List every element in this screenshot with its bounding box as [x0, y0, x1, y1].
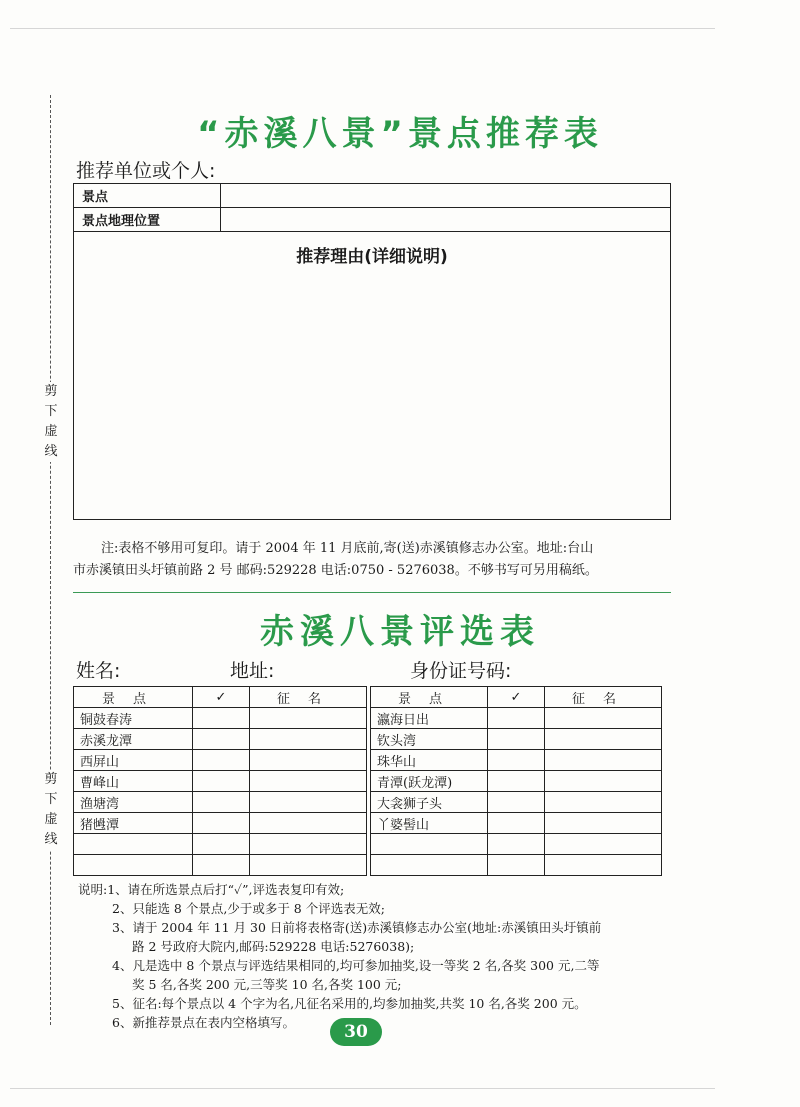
site-name: 瀛海日出 [371, 708, 488, 729]
explanation-line: 说明:1、请在所选景点后打“✓”,评选表复印有效; [78, 882, 345, 897]
table-row [74, 729, 367, 750]
sign-cell[interactable] [545, 834, 662, 855]
site-name: 铜鼓春涛 [74, 708, 193, 729]
selection-table-right [370, 686, 662, 876]
site-name: 渔塘湾 [74, 792, 193, 813]
recommend-note: 注:表格不够用可复印。请于 2004 年 11 月底前,寄(送)赤溪镇修志办公室。地址:台山 市赤溪镇田头圩镇前路 2 号 邮码:529228 电话:0750 - 5276038。不够书写可另用稿纸。 [73, 541, 598, 578]
id-number-label: 身份证号码: [410, 660, 512, 682]
check-cell[interactable] [488, 708, 545, 729]
site-name[interactable] [74, 834, 193, 855]
check-cell[interactable] [193, 708, 250, 729]
table-row [74, 792, 367, 813]
top-divider [10, 28, 715, 29]
check-cell[interactable] [193, 771, 250, 792]
table-row [371, 708, 662, 729]
check-cell[interactable] [488, 750, 545, 771]
col-sign-header: 征名 [250, 687, 367, 708]
site-name: 猪乸潭 [74, 813, 193, 834]
explanation-line: 奖 5 名,各奖 200 元,三等奖 10 名,各奖 100 元; [132, 977, 402, 992]
page-number: 30 [330, 1018, 382, 1046]
sign-cell[interactable] [545, 771, 662, 792]
cut-label-top: 剪 下 虚 线 [42, 382, 60, 462]
col-site-header: 景点 [74, 687, 193, 708]
site-name: 西屏山 [74, 750, 193, 771]
check-cell[interactable] [488, 855, 545, 876]
sign-cell[interactable] [250, 792, 367, 813]
sign-cell[interactable] [250, 855, 367, 876]
sign-cell[interactable] [545, 855, 662, 876]
site-name: 珠华山 [371, 750, 488, 771]
sign-cell[interactable] [545, 708, 662, 729]
site-name: 大衾狮子头 [371, 792, 488, 813]
explanation-line: 3、请于 2004 年 11 月 30 日前将表格寄(送)赤溪镇修志办公室(地址:赤溪镇田头圩镇前 [112, 920, 602, 935]
check-cell[interactable] [488, 792, 545, 813]
table-row [371, 792, 662, 813]
site-input[interactable] [221, 184, 671, 208]
table-row [74, 855, 367, 876]
table-row [371, 729, 662, 750]
explanation-line: 5、征名:每个景点以 4 个字为名,凡征名采用的,均参加抽奖,共奖 10 名,各奖 200 元。 [112, 996, 587, 1011]
check-cell[interactable] [488, 813, 545, 834]
section-divider [73, 592, 671, 593]
address-label: 地址: [230, 660, 275, 682]
site-name: 丫婆髻山 [371, 813, 488, 834]
table-row [74, 708, 367, 729]
table-row [74, 750, 367, 771]
check-cell[interactable] [193, 729, 250, 750]
check-cell[interactable] [193, 834, 250, 855]
explanation-line: 路 2 号政府大院内,邮码:529228 电话:5276038); [132, 939, 415, 954]
table-row [371, 750, 662, 771]
selection-title: 赤溪八景评选表 [260, 612, 540, 652]
name-label: 姓名: [76, 660, 121, 682]
table-row [74, 813, 367, 834]
recommender-label: 推荐单位或个人: [76, 160, 216, 182]
reason-box[interactable] [74, 232, 671, 520]
sign-cell[interactable] [250, 729, 367, 750]
check-cell[interactable] [193, 750, 250, 771]
cut-dashed-line [50, 95, 51, 1025]
check-cell[interactable] [488, 834, 545, 855]
explanation-line: 4、凡是选中 8 个景点与评选结果相同的,均可参加抽奖,设一等奖 2 名,各奖 300 元,二等 [112, 958, 600, 973]
col-sign-header: 征名 [545, 687, 662, 708]
site-name: 曹峰山 [74, 771, 193, 792]
check-cell[interactable] [193, 792, 250, 813]
sign-cell[interactable] [250, 771, 367, 792]
table-row [371, 834, 662, 855]
sign-cell[interactable] [250, 813, 367, 834]
sign-cell[interactable] [250, 708, 367, 729]
table-row [371, 771, 662, 792]
location-label: 景点地理位置 [74, 208, 221, 232]
check-cell[interactable] [488, 729, 545, 750]
sign-cell[interactable] [545, 729, 662, 750]
location-input[interactable] [221, 208, 671, 232]
selection-table-left [73, 686, 367, 876]
check-cell[interactable] [193, 813, 250, 834]
site-name[interactable] [74, 855, 193, 876]
col-check-header: ✓ [193, 687, 250, 708]
sign-cell[interactable] [250, 834, 367, 855]
sign-cell[interactable] [545, 813, 662, 834]
site-name: 青潭(跃龙潭) [371, 771, 488, 792]
explanation-line: 6、新推荐景点在表内空格填写。 [112, 1015, 295, 1030]
site-name[interactable] [371, 834, 488, 855]
site-name[interactable] [371, 855, 488, 876]
explanation-line: 2、只能选 8 个景点,少于或多于 8 个评选表无效; [112, 901, 385, 916]
cut-label-bottom: 剪 下 虚 线 [42, 770, 60, 850]
sign-cell[interactable] [545, 792, 662, 813]
table-row [371, 813, 662, 834]
check-cell[interactable] [488, 771, 545, 792]
table-row [74, 834, 367, 855]
site-name: 赤溪龙潭 [74, 729, 193, 750]
recommend-title: “赤溪八景”景点推荐表 [197, 114, 603, 154]
table-row [74, 771, 367, 792]
sign-cell[interactable] [545, 750, 662, 771]
bottom-divider [10, 1088, 715, 1089]
check-cell[interactable] [193, 855, 250, 876]
site-name: 钦头湾 [371, 729, 488, 750]
table-row [371, 855, 662, 876]
col-check-header: ✓ [488, 687, 545, 708]
sign-cell[interactable] [250, 750, 367, 771]
explanation [78, 880, 678, 1032]
site-label: 景点 [74, 184, 221, 208]
reason-label: 推荐理由(详细说明) [296, 247, 448, 267]
col-site-header: 景点 [371, 687, 488, 708]
recommend-table [73, 183, 671, 520]
